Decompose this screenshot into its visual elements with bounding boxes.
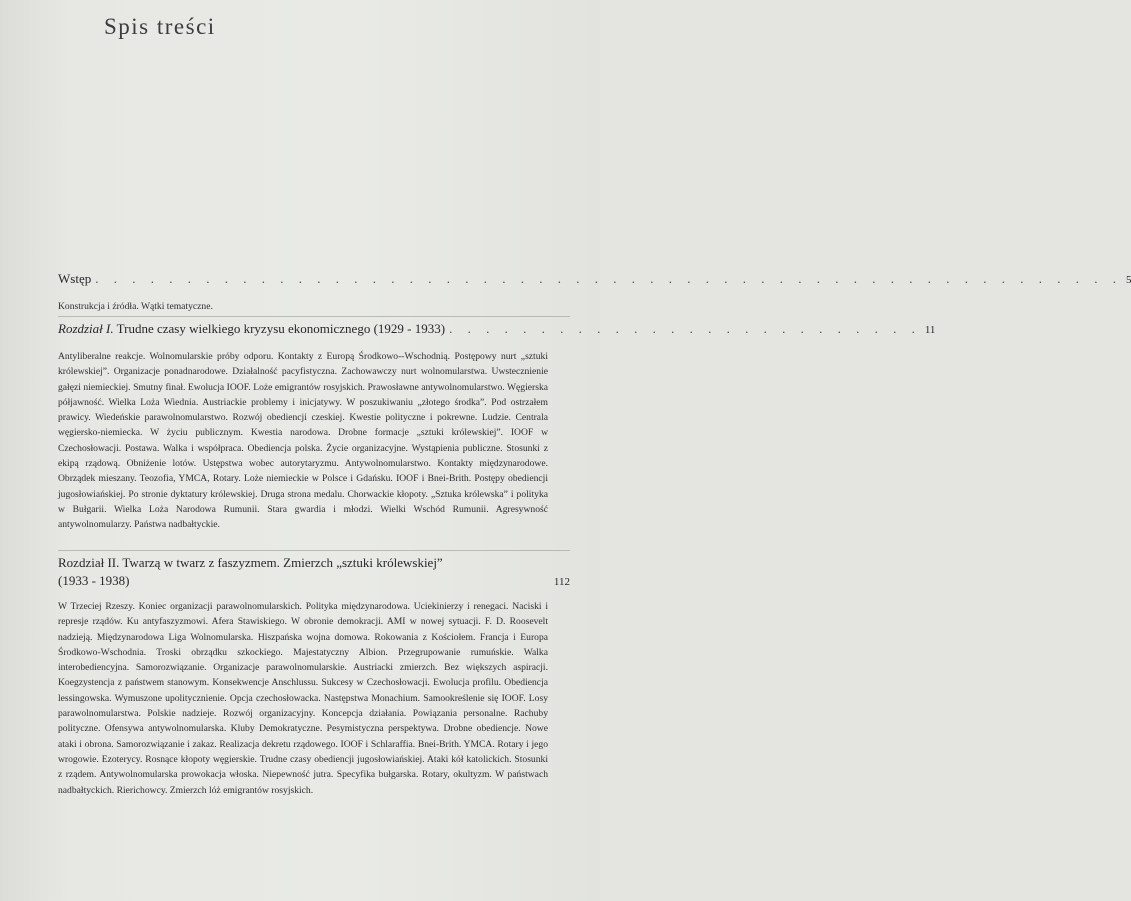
toc-entry-years: (1933 - 1938) <box>58 573 130 588</box>
chapter-title: Trudne czasy wielkiego kryzysu ekonomicznego (1929 - 1933) <box>116 321 446 336</box>
page-title: Spis treści <box>104 14 216 39</box>
toc-entry-description: W Trzeciej Rzeszy. Koniec organizacji parawolnomularskich. Polityka międzynarodowa. Uciekinierzy i renegaci. Naciski i represje rządów. Ku antyfaszyzmowi. Afera Stawiskiego. W obronie demokracji. AMI w nowej sytuacji. F. D. Roosevelt nadzieją. Międzynarodowa Liga Wolnomularska. Hiszpańska wojna domowa. Rokowania z Kościołem. Francja i Europa Środkowo-Wschodnia. Troski obrządku szkockiego. Majestatyczny Albion. Przegrupowanie rumuńskie. Walka interobediencyjna. Samorozwiązanie. Organizacje parawolnomularskie. Austriacki zmierzch. Bez większych aspiracji. Koegzystencja z państwem stanowym. Konsekwencje Anschlussu. Sukcesy w Czechosłowacji. Ewolucja profilu. Obediencja lessingowska. Wymuszone upolitycznienie. Opcja czechosłowacka. Następstwa Monachium. Samookreślenie się IOOF. Losy parawolnomularstwa. Polskie nadzieje. Rozwój organizacyjny. Koncepcja działania. Powiązania personalne. Rachuby polityczne. Ofensywa antywolnomularska. Kluby Demokratyczne. Pesymistyczna perspektywa. Drobne obediencje. Nowe ataki i obrona. Samorozwiązanie i zakaz. Realizacja dekretu rządowego. IOOF i Schlaraffia. Bnei-Brith. YMCA. Rotary i jego wrogowie. Ezoterycy. Rosnące kłopoty węgierskie. Trudne czasy obediencji jugosłowiańskiej. Ataki kół katolickich. Stosunki z rządem. Antywolnomularska prowokacja włoska. Niepewność jutra. Specyfika bułgarska. Rotary, okultyzm. W państwach nadbałtyckich. Rierichowcy. Zmierzch lóż emigrantów rosyjskich. <box>58 601 548 796</box>
toc-entry-introduction <box>58 270 1131 314</box>
toc-entry-heading <box>58 270 1131 289</box>
toc-entry-description: Konstrukcja i źródła. Wątki tematyczne. <box>58 301 213 312</box>
toc-entry-heading <box>58 554 570 572</box>
dot-leader: . . . . . . . . . . . . . . . . . . . . . . . . . . <box>449 321 921 336</box>
toc-entry-title: Wstęp <box>58 271 92 286</box>
toc-entry-title: Rozdział II. Twarzą w twarz z faszyzmem. Zmierzch „sztuki królewskiej” <box>58 555 443 570</box>
divider <box>58 550 570 551</box>
toc-entry-chapter-1 <box>58 320 936 533</box>
chapter-number: Rozdział I. <box>58 321 114 336</box>
toc-entry-chapter-2 <box>58 554 570 798</box>
toc-entry-heading-line2 <box>58 572 570 591</box>
toc-entry-heading <box>58 320 936 339</box>
toc-entry-title <box>58 320 445 338</box>
toc-page-number: 112 <box>553 576 570 588</box>
toc-page-number: 11 <box>924 324 936 336</box>
toc-entry-description: Antyliberalne reakcje. Wolnomularskie próby odporu. Kontakty z Europą Środkowo--Wschodnią. Postępowy nurt „sztuki królewskiej”. Organizacje ponadnarodowe. Działalność pacyfistyczna. Zachowawczy nurt wolnomularstwa. Uwstecznienie gałęzi niemieckiej. Smutny finał. Ewolucja IOOF. Loże emigrantów rosyjskich. Prawosławne antywolnomularstwo. Węgierska półjawność. Wielka Loża Wiednia. Austriackie problemy i inicjatywy. W poszukiwaniu „złotego środka”. Pod ostrzałem prawicy. Wiedeńskie parawolnomularstwo. Rozwój obediencji czeskiej. Kwestie polityczne i pokrewne. Ludzie. Centrala węgiersko-niemiecka. W życiu publicznym. Kwestia narodowa. Drobne formacje „sztuki królewskiej”. IOOF w Czechosłowacji. Postawa. Walka i współpraca. Obediencja polska. Życie organizacyjne. Wystąpienia publiczne. Stosunki z ekipą rządową. Obniżenie lotów. Ustępstwa wobec autorytaryzmu. Antywolnomularstwo. Kontakty międzynarodowe. Obrządek mieszany. Teozofia, YMCA, Rotary. Loże niemieckie w Polsce i Gdańsku. IOOF i Bnei-Brith. Postępy obediencji jugosłowiańskiej. Po stronie dyktatury królewskiej. Druga strona medalu. Chorwackie kłopoty. „Sztuka królewska” i polityka w Bułgarii. Wielka Loża Narodowa Rumunii. Stara gwardia i młodzi. Wielki Wschód Rumunii. Agresywność antywolnomularzy. Państwa nadbałtyckie. <box>58 351 548 531</box>
divider <box>58 316 570 317</box>
dot-leader: . . . . . . . . . . . . . . . . . . . . . . . . . . . . . . . . . . . . . . . . . . . . . . . . . . . . . . . . <box>95 271 1122 286</box>
toc-page-number: 5 <box>1125 274 1131 286</box>
